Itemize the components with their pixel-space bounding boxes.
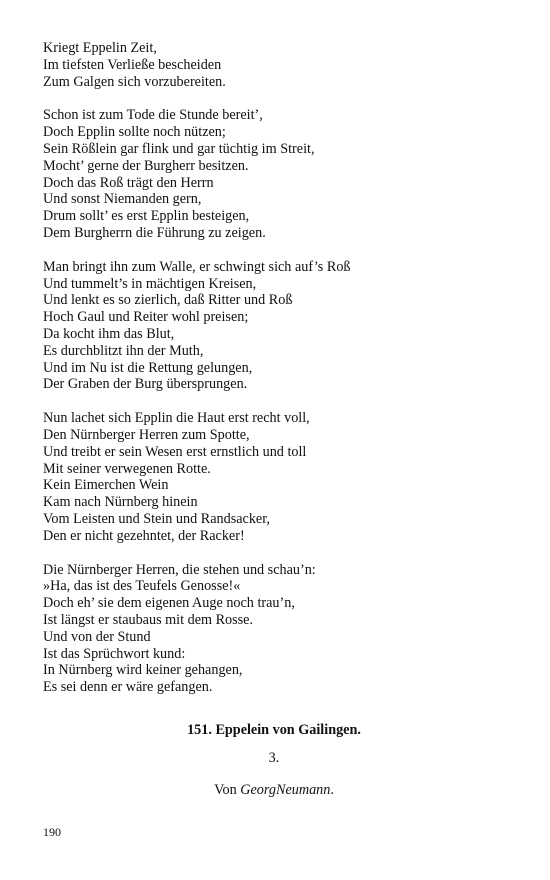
poem-line: Sein Rößlein gar flink und gar tüchtig im Streit, <box>43 140 315 157</box>
poem-line: Kam nach Nürnberg hinein <box>43 494 198 511</box>
stanza <box>43 40 513 90</box>
poem-line: Zum Galgen sich vorzubereiten. <box>43 73 226 90</box>
poem-line: Kein Eimerchen Wein <box>43 477 169 494</box>
stanza <box>43 562 513 696</box>
poem-line: Den er nicht gezehntet, der Racker! <box>43 527 245 544</box>
poem-line: Dem Burgherrn die Führung zu zeigen. <box>43 224 266 241</box>
poem-line: Hoch Gaul und Reiter wohl preisen; <box>43 309 249 326</box>
poem-line: Und treibt er sein Wesen erst ernstlich und toll <box>43 443 307 460</box>
poem-line: Der Graben der Burg übersprungen. <box>43 376 248 393</box>
poem-line: Im tiefsten Verließe bescheiden <box>43 56 222 73</box>
stanza <box>43 259 513 393</box>
poem-line: »Ha, das ist des Teufels Genosse!« <box>43 578 241 595</box>
poem-line: Man bringt ihn zum Walle, er schwingt sich auf’s Roß <box>43 258 351 275</box>
author-name: GeorgNeumann <box>240 782 331 798</box>
poem-line: Kriegt Eppelin Zeit, <box>43 40 157 56</box>
author-suffix: . <box>330 782 334 798</box>
poem-line: Doch eh’ sie dem eigenen Auge noch trau’n, <box>43 595 295 612</box>
poem-line: In Nürnberg wird keiner gehangen, <box>43 662 243 679</box>
poem-line: Die Nürnberger Herren, die stehen und schau’n: <box>43 561 316 578</box>
poem-line: Mocht’ gerne der Burgherr besitzen. <box>43 157 249 174</box>
poem-line: Den Nürnberger Herren zum Spotte, <box>43 426 250 443</box>
poem-line: Und im Nu ist die Rettung gelungen, <box>43 359 253 376</box>
page-number: 190 <box>43 825 61 839</box>
poem-line: Drum sollt’ es erst Epplin besteigen, <box>43 208 250 225</box>
poem-line: Doch Epplin sollte noch nützen; <box>43 124 226 141</box>
author-prefix: Von <box>214 782 241 798</box>
poem-line: Und sonst Niemanden gern, <box>43 191 202 208</box>
poem-line: Doch das Roß trägt den Herrn <box>43 174 214 191</box>
poem-line: Und tummelt’s in mächtigen Kreisen, <box>43 275 257 292</box>
poem-line: Nun lachet sich Epplin die Haut erst recht voll, <box>43 410 310 427</box>
poem-line: Schon ist zum Tode die Stunde bereit’, <box>43 107 263 124</box>
poem-line: Da kocht ihm das Blut, <box>43 325 175 342</box>
poem-line: Ist längst er staubaus mit dem Rosse. <box>43 611 254 628</box>
poem-text <box>43 40 513 713</box>
poem-line: Und von der Stund <box>43 628 151 645</box>
poem-title: 151. Eppelein von Gailingen. <box>187 722 361 738</box>
poem-line: Mit seiner verwegenen Rotte. <box>43 460 211 477</box>
poem-line: Ist das Sprüchwort kund: <box>43 645 186 662</box>
poem-part-number: 3. <box>268 750 280 766</box>
poem-author-line <box>0 781 550 799</box>
stanza <box>43 107 513 241</box>
poem-heading <box>0 721 550 799</box>
stanza <box>43 410 513 544</box>
poem-line: Es sei denn er wäre gefangen. <box>43 679 213 696</box>
poem-line: Vom Leisten und Stein und Randsacker, <box>43 510 270 527</box>
poem-line: Und lenkt es so zierlich, daß Ritter und Roß <box>43 292 293 309</box>
poem-line: Es durchblitzt ihn der Muth, <box>43 342 204 359</box>
